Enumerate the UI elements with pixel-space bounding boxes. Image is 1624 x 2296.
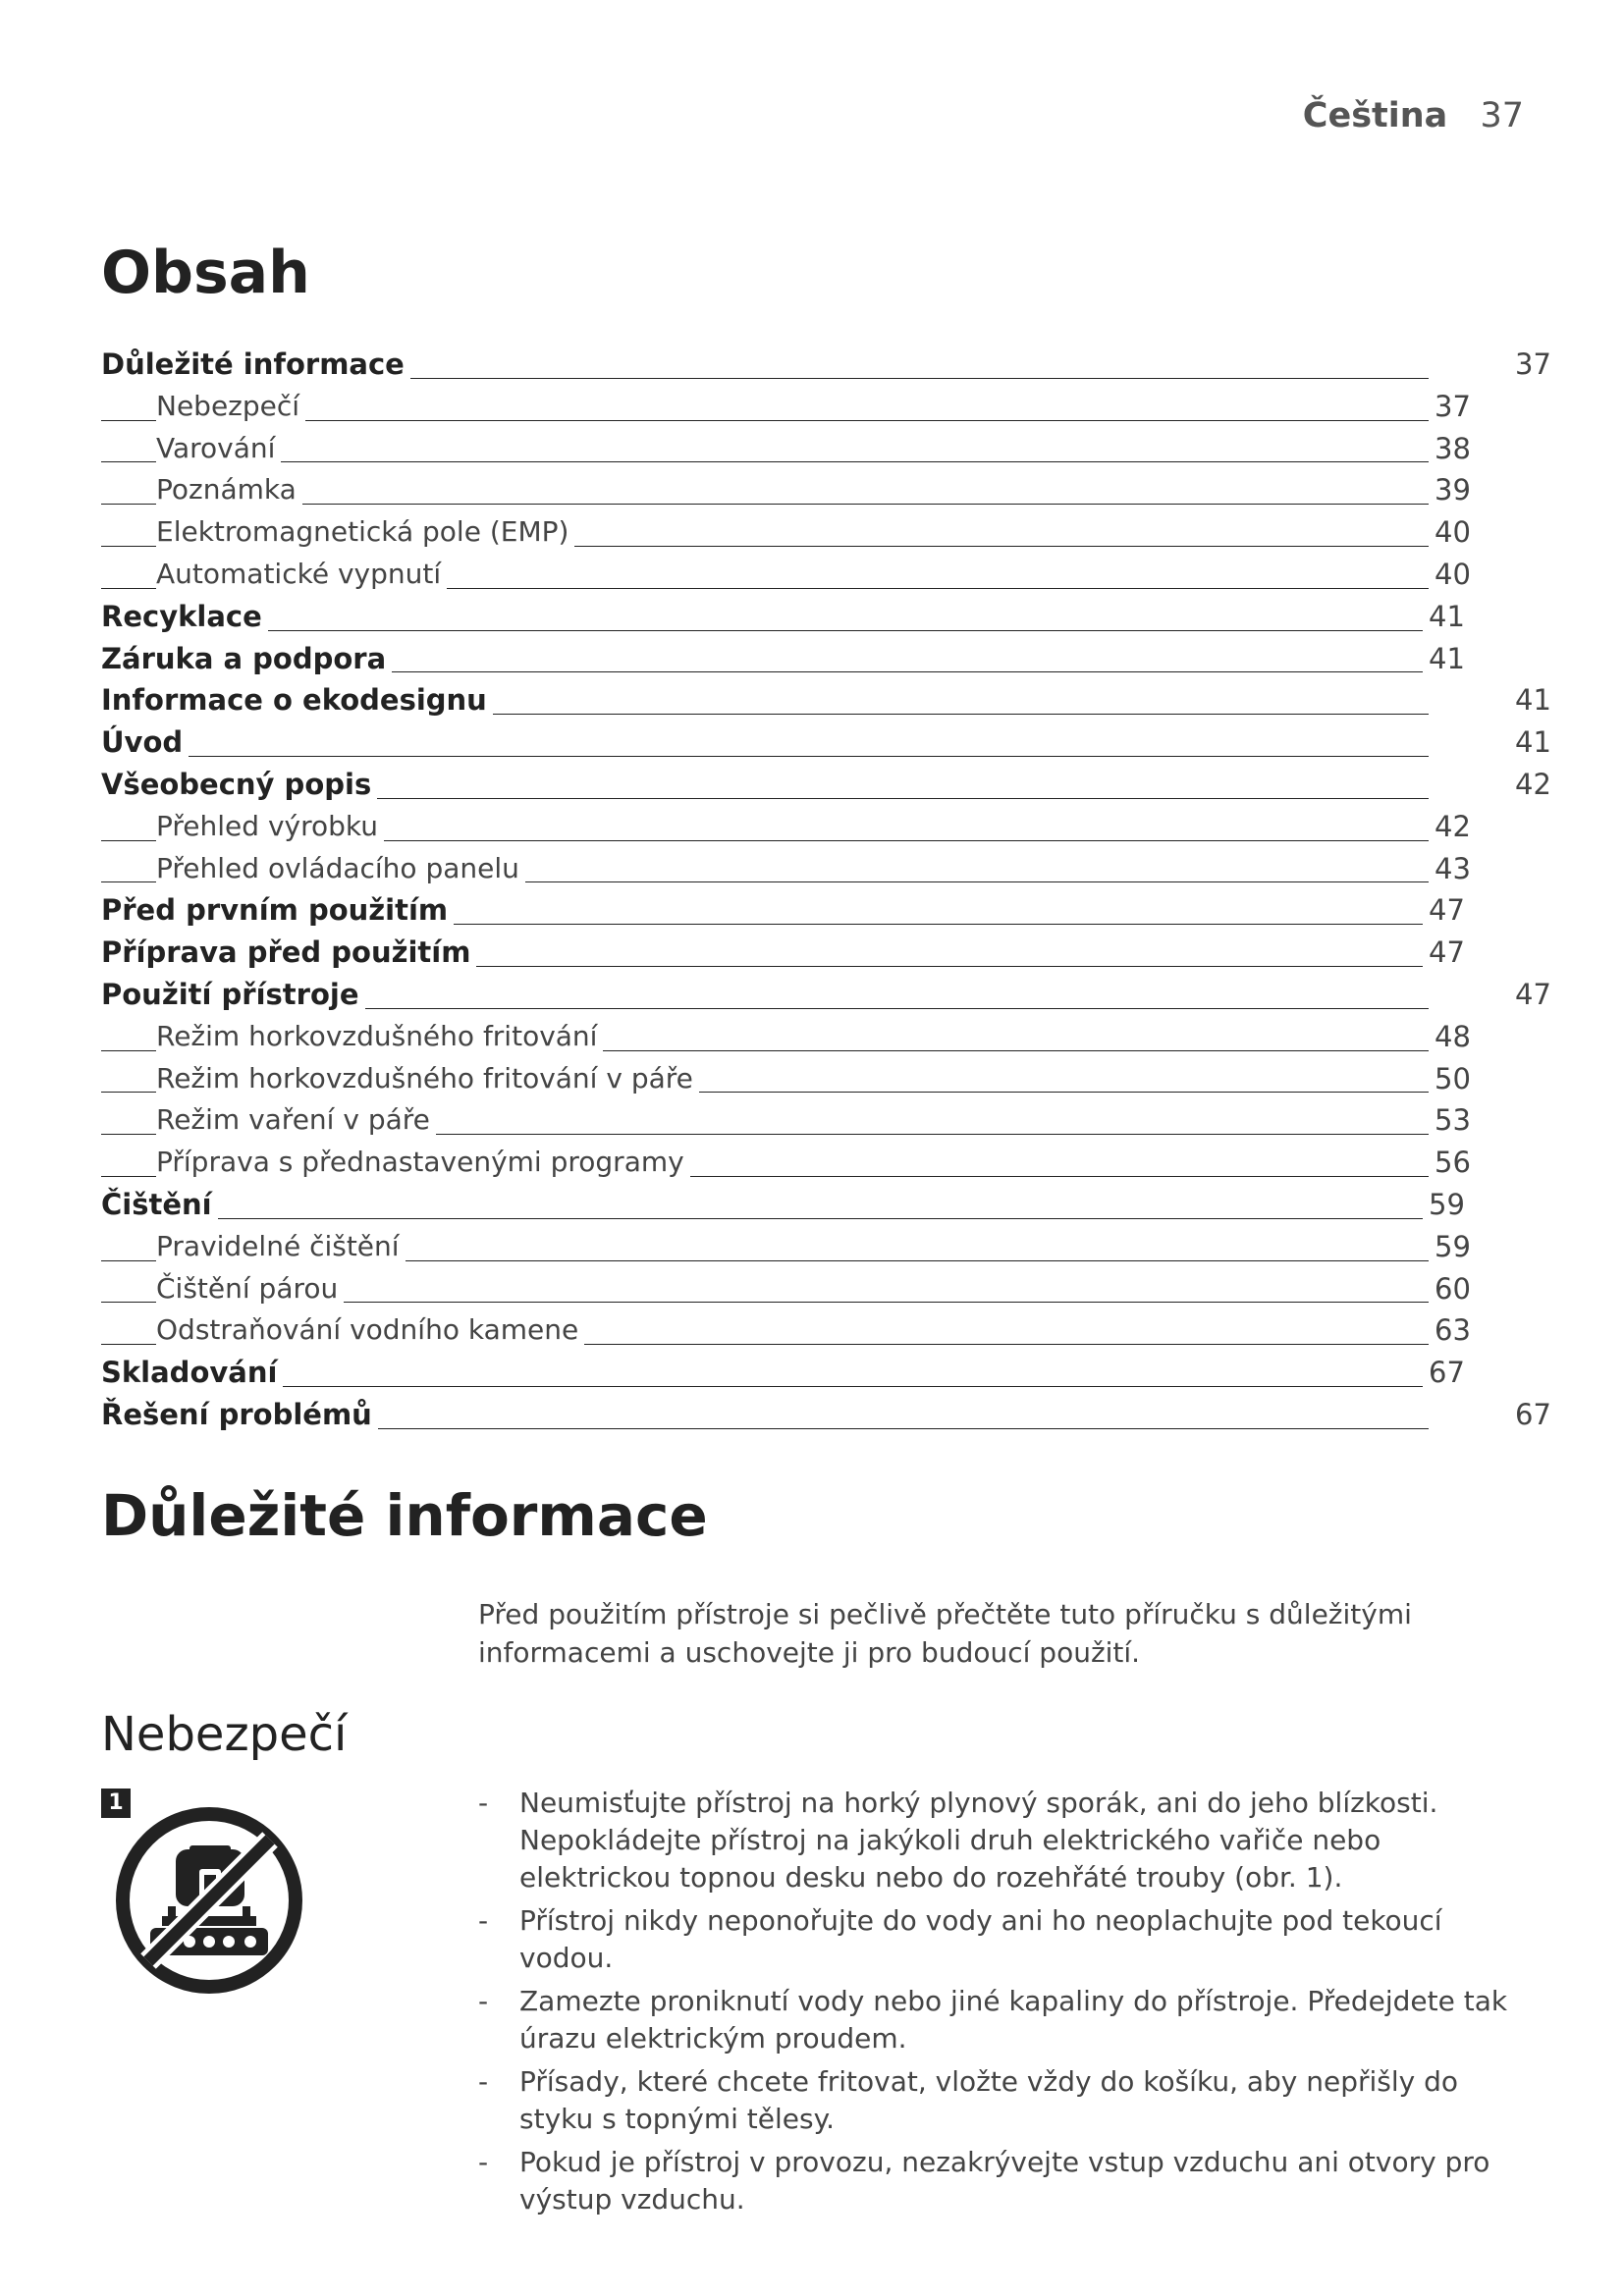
toc-title: Obsah [101, 239, 310, 307]
toc-entry-page: 43 [1435, 851, 1471, 885]
toc-entry [101, 386, 1535, 428]
toc-entry-page: 60 [1435, 1271, 1471, 1306]
toc-leader-line [101, 756, 1429, 757]
toc-entry [101, 511, 1535, 554]
toc-entry [101, 1309, 1535, 1352]
toc-entry-page: 41 [1515, 683, 1551, 718]
toc-entry-page: 41 [1515, 725, 1551, 760]
section-title: Důležité informace [101, 1482, 708, 1549]
toc-entry-label: Pravidelné čištění [156, 1226, 406, 1268]
list-item: - Pokud je přístroj v provozu, nezakrývejte vstup vzduchu ani otvory pro výstup vzduchu. [478, 2144, 1539, 2218]
toc-entry-page: 38 [1435, 431, 1471, 465]
toc-entry-label: Skladování [101, 1352, 283, 1394]
toc-entry [101, 1226, 1535, 1268]
toc-entry-page: 37 [1515, 347, 1551, 381]
toc-entry-page: 40 [1435, 557, 1471, 591]
toc-entry [101, 974, 1551, 1016]
toc-entry-page: 42 [1515, 767, 1551, 801]
toc-entry-page: 40 [1435, 515, 1471, 550]
toc-entry [101, 1099, 1535, 1142]
toc-entry-page: 48 [1435, 1019, 1471, 1053]
toc-entry [101, 1142, 1535, 1184]
toc-entry-page: 67 [1515, 1397, 1551, 1431]
toc-entry-label: Příprava před použitím [101, 932, 476, 974]
toc-leader-line [101, 1386, 1423, 1387]
list-item: - Přísady, které chcete fritovat, vložte vždy do košíku, aby nepřišly do styku s topnými tělesy. [478, 2063, 1539, 2138]
toc-entry-page: 59 [1429, 1187, 1465, 1221]
toc-entry-page: 47 [1429, 935, 1465, 970]
toc-entry [101, 554, 1535, 596]
figure-number-badge: 1 [101, 1789, 131, 1818]
toc-entry-label: Varování [156, 428, 281, 470]
list-item: - Neumisťujte přístroj na horký plynový sporák, ani do jeho blízkosti. Nepokládejte přístroj na jakýkoli druh elektrického vařiče nebo elektrickou topnou desku nebo do rozehřáté trouby (obr. 1). [478, 1785, 1539, 1896]
toc-leader-line [101, 1218, 1423, 1219]
toc-entry-label: Všeobecný popis [101, 764, 377, 806]
toc-entry-page: 56 [1435, 1146, 1471, 1180]
table-of-contents [101, 344, 1551, 1436]
toc-entry-page: 47 [1429, 893, 1465, 928]
header-page-number: 37 [1480, 96, 1524, 135]
toc-entry [101, 1058, 1535, 1100]
toc-entry-label: Řešení problémů [101, 1394, 378, 1436]
toc-entry-label: Automatické vypnutí [156, 554, 447, 596]
toc-entry-page: 63 [1435, 1313, 1471, 1348]
toc-entry-label: Příprava s přednastavenými programy [156, 1142, 690, 1184]
danger-list [478, 1785, 1539, 2224]
toc-entry [101, 806, 1535, 848]
subsection-title: Nebezpečí [101, 1707, 348, 1762]
list-item: - Zamezte proniknutí vody nebo jiné kapaliny do přístroje. Předejdete tak úrazu elektrickým proudem. [478, 1983, 1539, 2057]
toc-entry [101, 679, 1551, 721]
toc-leader-line [101, 630, 1423, 631]
toc-entry-label: Elektromagnetická pole (EMP) [156, 511, 574, 554]
toc-entry [101, 428, 1535, 470]
toc-entry-label: Čištění [101, 1184, 218, 1226]
toc-entry [101, 344, 1551, 386]
toc-entry-label: Použití přístroje [101, 974, 365, 1016]
toc-entry-page: 41 [1429, 599, 1465, 633]
toc-entry [101, 764, 1551, 806]
toc-entry-label: Úvod [101, 721, 189, 764]
toc-entry-label: Recyklace [101, 596, 268, 638]
toc-entry-label: Přehled ovládacího panelu [156, 848, 525, 890]
toc-entry [101, 638, 1535, 680]
toc-entry-page: 39 [1435, 473, 1471, 507]
toc-entry [101, 889, 1535, 932]
toc-entry-label: Záruka a podpora [101, 638, 392, 680]
toc-entry-page: 47 [1515, 977, 1551, 1011]
toc-entry [101, 1184, 1535, 1226]
toc-entry-label: Režim vaření v páře [156, 1099, 436, 1142]
toc-entry [101, 469, 1535, 511]
toc-entry [101, 932, 1535, 974]
list-item: - Přístroj nikdy neponořujte do vody ani ho neoplachujte pod tekoucí vodou. [478, 1902, 1539, 1977]
toc-entry-page: 37 [1435, 389, 1471, 423]
toc-entry-label: Nebezpečí [156, 386, 305, 428]
toc-entry-label: Přehled výrobku [156, 806, 384, 848]
section-intro: Před použitím přístroje si pečlivě přečtěte tuto příručku s důležitými informacemi a uschovejte ji pro budoucí použití. [478, 1598, 1412, 1669]
toc-entry-label: Odstraňování vodního kamene [156, 1309, 584, 1352]
toc-entry-page: 42 [1435, 809, 1471, 843]
toc-entry [101, 848, 1535, 890]
toc-entry [101, 721, 1551, 764]
toc-entry-label: Před prvním použitím [101, 889, 454, 932]
toc-entry [101, 596, 1535, 638]
toc-entry-page: 53 [1435, 1103, 1471, 1138]
toc-entry-label: Režim horkovzdušného fritování [156, 1016, 603, 1058]
toc-entry [101, 1394, 1551, 1436]
figure-1 [101, 1789, 312, 1985]
toc-leader-line [101, 461, 1429, 462]
toc-entry [101, 1268, 1535, 1310]
toc-entry-label: Režim horkovzdušného fritování v páře [156, 1058, 699, 1100]
toc-entry-page: 59 [1435, 1229, 1471, 1263]
toc-entry-label: Důležité informace [101, 344, 410, 386]
toc-entry-label: Čištění párou [156, 1268, 344, 1310]
header-language: Čeština [1302, 96, 1448, 135]
toc-entry-label: Informace o ekodesignu [101, 679, 493, 721]
toc-entry-page: 67 [1429, 1356, 1465, 1390]
toc-entry-page: 41 [1429, 641, 1465, 675]
toc-entry [101, 1016, 1535, 1058]
no-hot-stove-icon [111, 1802, 307, 1999]
page-header [1303, 96, 1524, 135]
toc-entry-label: Poznámka [156, 469, 302, 511]
toc-entry-page: 50 [1435, 1061, 1471, 1095]
toc-entry [101, 1352, 1535, 1394]
